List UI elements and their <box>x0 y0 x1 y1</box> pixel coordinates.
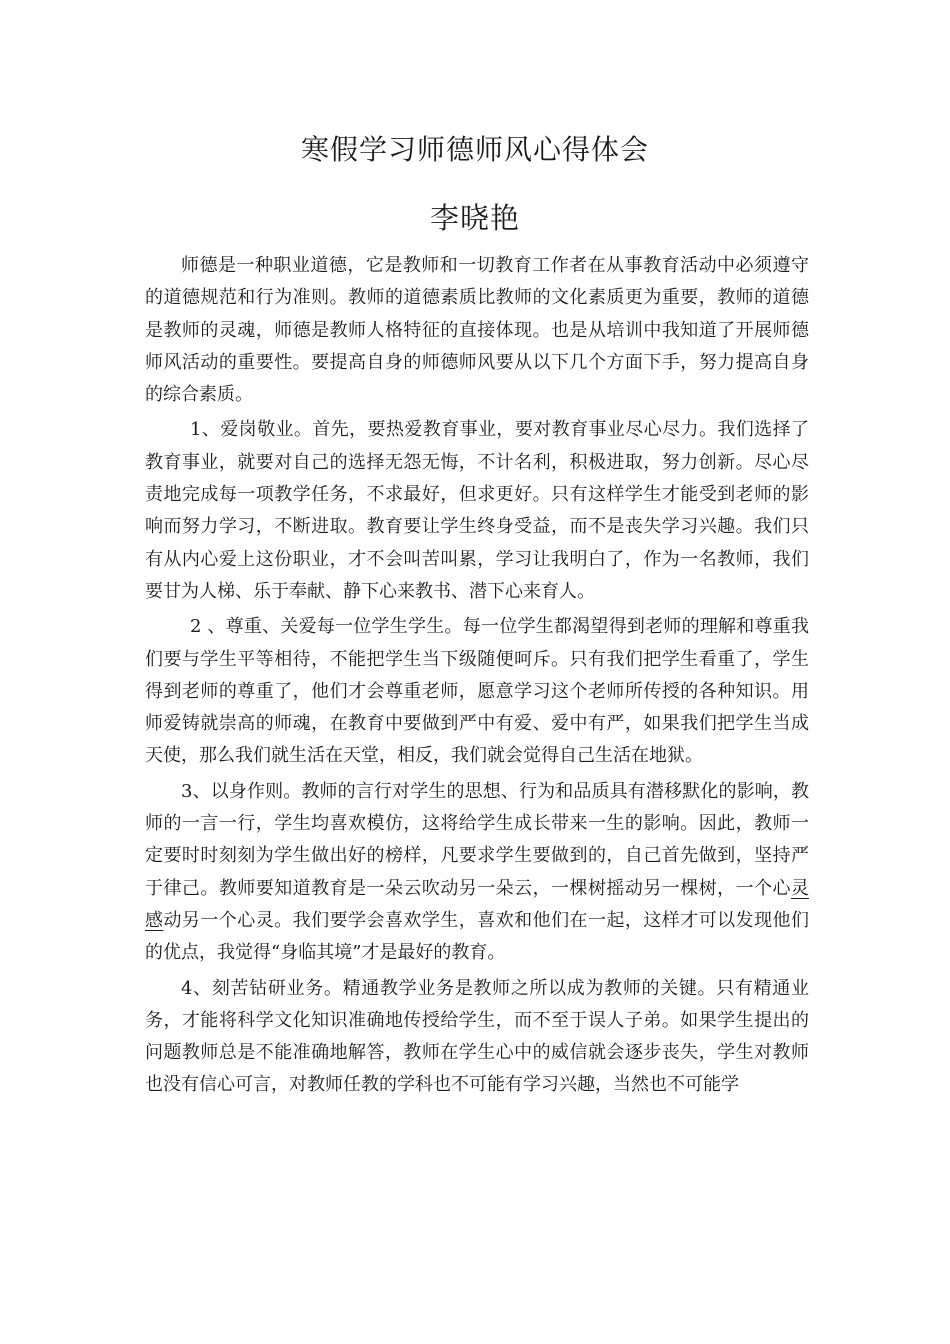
paragraph-intro: 师德是一种职业道德，它是教师和一切教育工作者在从事教育活动中必须遵守的道德规范和行为准则。教师的道德素质比教师的文化素质更为重要，教师的道德是教师的灵魂，师德是教师人格特征的直接体现。也是从培训中我知道了开展师德师风活动的重要性。要提高自身的师德师风要从以下几个方面下手，努力提高自身的综合素质。 <box>145 255 809 406</box>
paragraph-respect: 2 、尊重、关爱每一位学生学生。每一位学生都渴望得到老师的理解和尊重我们要与学生平等相待，不能把学生当下级随便呵斥。只有我们把学生看重了，学生得到老师的尊重了，他们才会尊重老师，愿意学习这个老师所传授的各种知识。用师爱铸就崇高的师魂，在教育中要做到严中有爱、爱中有严，如果我们把学生当成天使，那么我们就生活在天堂，相反，我们就会觉得自己生活在地狱。 <box>145 616 809 767</box>
paragraph-study: 4、刻苦钻研业务。精通教学业务是教师之所以成为教师的关键。只有精通业务，才能将科学文化知识准确地传授给学生，而不至于误人子弟。如果学生提出的问题教师总是不能准确地解答，教师在学生心中的威信就会逐步丧失，学生对教师也没有信心可言，对教师任教的学科也不可能有学习兴趣，当然也不可能学 <box>145 977 809 1096</box>
document-title: 寒假学习师德师风心得体会 <box>300 133 649 166</box>
paragraph-example <box>145 776 809 970</box>
paragraph-example-text-before: 3、以身作则。教师的言行对学生的思想、行为和品质具有潜移默化的影响，教师的一言一行，学生均喜欢模仿，这将给学生成长带来一生的影响。因此，教师一定要时时刻刻为学生做出好的榜样，凡要求学生要做到的，自己首先做到，坚持严于律己。教师要知道教育是一朵云吹动另一朵云，一棵树摇动另一棵树，一个心 <box>145 780 809 899</box>
underlined-word: 灵感 <box>145 877 809 931</box>
paragraph-example-text-after: 动另一个心灵。我们要学会喜欢学生，喜欢和他们在一起，这样才可以发现他们的优点，我觉得“身临其境”才是最好的教育。 <box>145 909 810 964</box>
document-author: 李晓艳 <box>429 201 520 235</box>
document-body <box>145 250 809 1105</box>
paragraph-dedication: 1、爱岗敬业。首先，要热爱教育事业，要对教育事业尽心尽力。我们选择了教育事业，就要对自己的选择无怨无悔，不计名利，积极进取，努力创新。尽心尽责地完成每一项教学任务，不求最好，但求更好。只有这样学生才能受到老师的影响而努力学习，不断进取。教育要让学生终身受益，而不是丧失学习兴趣。我们只有从内心爱上这份职业，才不会叫苦叫累，学习让我明白了，作为一名教师，我们要甘为人梯、乐于奉献、静下心来教书、潜下心来育人。 <box>145 419 809 602</box>
